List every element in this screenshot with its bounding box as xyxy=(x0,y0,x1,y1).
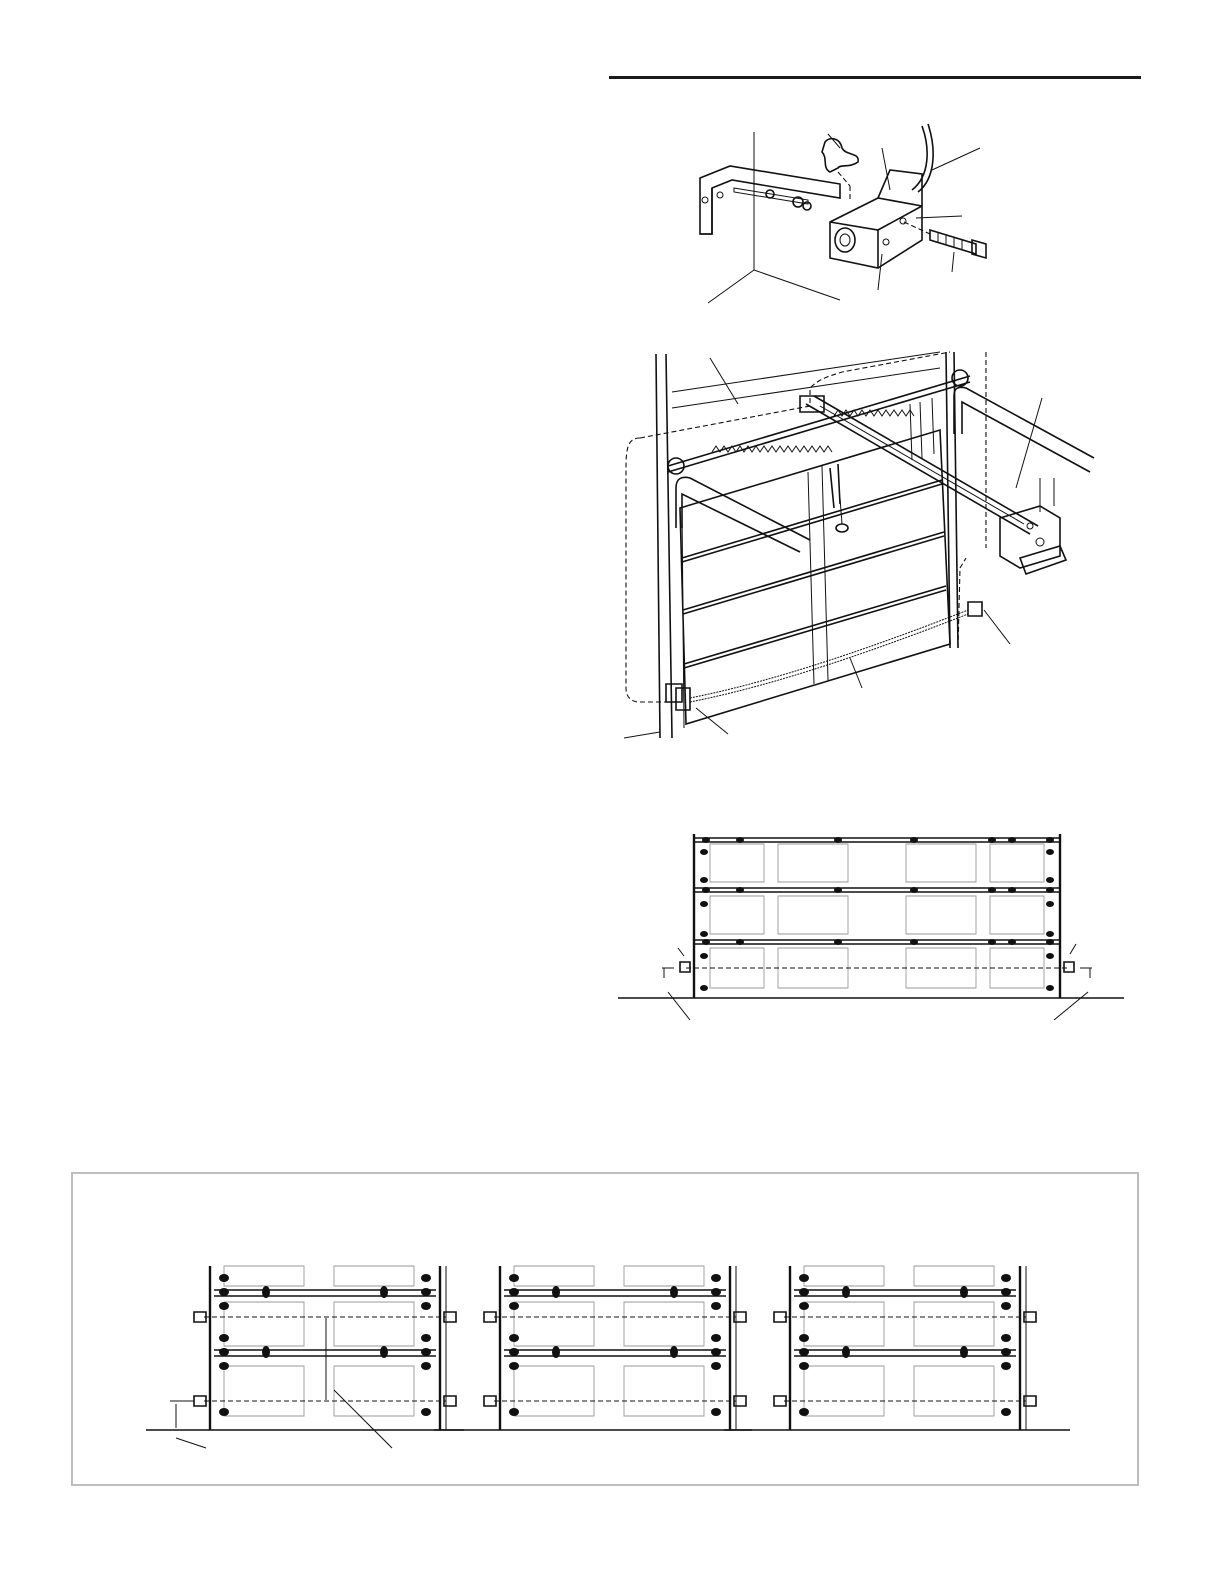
sensor-height-door-illustration xyxy=(614,830,1134,1030)
garage-door-opener-overview-illustration xyxy=(620,348,1110,748)
door-variant-1-illustration xyxy=(146,1262,466,1452)
section-header-rule xyxy=(609,76,1141,79)
safety-sensor-bracket-illustration xyxy=(690,118,990,308)
door-variant-2-illustration xyxy=(434,1262,754,1452)
door-variant-3-illustration xyxy=(724,1262,1074,1452)
